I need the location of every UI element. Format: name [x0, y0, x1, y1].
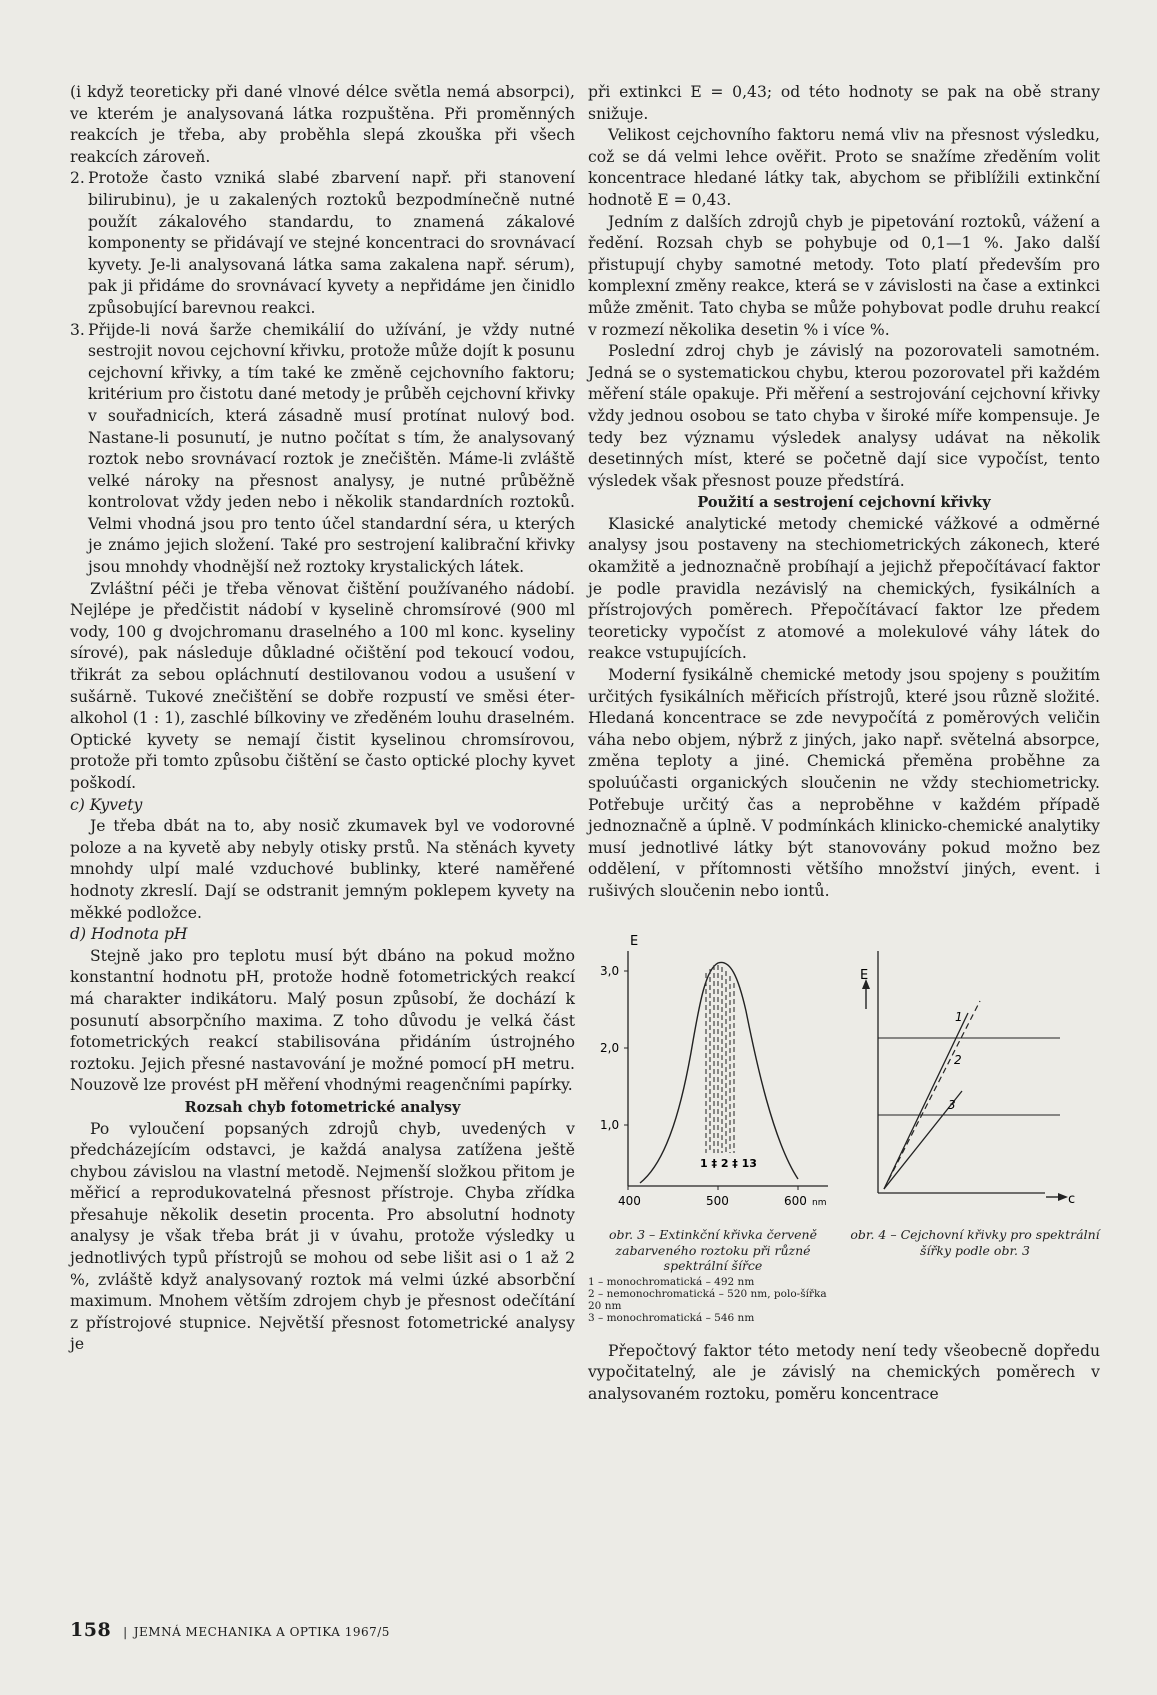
paragraph: Je třeba dbát na to, aby nosič zkumavek byl ve vodorovné poloze a na kyvetě aby nebyly otisky prstů. Na stěnách kyvety mnohdy ulpí malé vzduchové bublinky, které naměřené hodnoty zkreslí. Dají se odstranit jemným poklepem kyvety na měkké podložce. [70, 817, 575, 922]
calibration-line-2 [884, 1001, 980, 1189]
list-text: Přijde-li nová šarže chemikálií do užívání, je vždy nutné sestrojit novou cejchovní křivku, protože může dojít k posunu cejchovní křivky, a tím také ke změně cejchovního faktoru; kritérium pro čistotu dané metody je průběh cejchovní křivky v souřadnicích, která zásadně musí protínat nulový bod. Nastane-li posunutí, je nutno počítat s tím, že analysovaný roztok nebo srovnávací roztok je znečištěn. Máme-li zvláště velké nároky na přesnost analysy, je nutné průběžně kontrolovat vždy jeden nebo i několik standardních roztoků. Velmi vhodná jsou pro tento účel standardní séra, u kterých je známo jejich složení. Také pro sestrojení kalibrační křivky jsou mnohdy vhodnější než roztoky krystalických látek. [88, 320, 575, 577]
list-text: Protože často vzniká slabé zbarvení např. při stanovení bilirubinu), je u zakalených roztoků bezpodmínečně nutné použít zákalového standardu, to znamená zákalové komponenty se přidávají ve stejné koncentraci do srovnávací kyvety. Je-li analysovaná látka sama zakalena např. sérum), pak ji přidáme do srovnávací kyvety a nepřidáme jen činidlo způsobující barevnou reakci. [88, 169, 575, 317]
footer-divider: | [123, 1625, 128, 1639]
section-heading: Použití a sestrojení cejchovní křivky [697, 494, 991, 512]
paragraph: Poslední zdroj chyb je závislý na pozorovateli samotném. Jedná se o systematickou chybu, kterou pozorovatel při každém měření stále opakuje. Při měření a sestrojování cejchovní křivky vždy jednou osobou se tato chyba v široké míře kompensuje. Je tedy bez významu výsledek analysy udávat na několik desetinných míst, které se početně dají sice vypočíst, tento výsledek však přesnost pouze předstírá. [588, 342, 1100, 490]
paragraph: Po vyloučení popsaných zdrojů chyb, uvedených v předcházejícím odstavci, je každá analysa zatížena ještě chybou závislou na vlastní metodě. Nejmenší složkou přitom je měřicí a reprodukovatelná přesnost přístroje. Chyba zřídka přesahuje několik desetin procenta. Pro absolutní hodnoty analysy je však třeba brát ji v úvahu, protože výsledky u jednotlivých typů přístrojů se mohou od sebe lišit asi o 1 až 2 %, zvláště když analysovaný roztok má velmi úzké absorbční maximum. Mnohem větším zdrojem chyb je přesnost odečítání z přístrojové stupnice. Největší přesnost fotometrické analysy je [70, 1119, 575, 1354]
journal-name: JEMNÁ MECHANIKA A OPTIKA 1967/5 [133, 1625, 390, 1639]
figure-4 [850, 921, 1100, 1259]
x-axis-label: c [1068, 1191, 1076, 1207]
y-axis-label: E [860, 967, 869, 983]
list-item-2 [70, 168, 575, 319]
paragraph: Stejně jako pro teplotu musí být dbáno na pokud možno konstantní hodnotu pH, protože hodně fotometrických reakcí má charakter indikátoru. Malý posun způsobí, že dochází k posunutí absorpčního maxima. Z toho důvodu je velká část fotometrických reakcí stabilisována přidáním ústrojného roztoku. Jejich přesné nastavování je možné pomocí pH metru. Nouzově lze provést pH měření vhodnými reagenčními papírky. [70, 946, 575, 1095]
line-label-1: 1 [955, 1009, 963, 1024]
y-tick-label: 3,0 [600, 963, 620, 978]
wavelength-hatching [706, 965, 734, 1153]
line-labels: 1 ‡ 2 ‡ 13 [700, 1156, 757, 1170]
line-label-3: 3 [948, 1097, 956, 1112]
left-column [70, 82, 575, 1356]
paragraph: Zvláštní péči je třeba věnovat čištění používaného nádobí. Nejlépe je předčistit nádobí v kyselině chromsírové (900 ml vody, 100 g dvojchromanu draselného a 100 ml konc. kyseliny sírové), pak následuje důkladné očištění pod tekoucí vodou, třikrát za sebou opláchnutí destilovanou vodou a usušení v sušárně. Tukové znečištění se dobře rozpustí ve směsi éter-alkohol (1 : 1), zaschlé bílkoviny ve zředěném louhu draselném. Optické kyvety se nemají čistit kyselinou chromsírovou, protože při tomto způsobu čištění se často optické plochy kyvet poškodí. [70, 579, 575, 792]
y-axis-label: E [630, 933, 639, 949]
subheading-ph: d) Hodnota pH [70, 925, 188, 944]
paragraph: Jedním z dalších zdrojů chyb je pipetování roztoků, vážení a ředění. Rozsah chyb se pohybuje od 0,1—1 %. Jako další přistupují chyby samotné metody. Toto platí především pro komplexní změny reakce, která se v závislosti na čase a extinkci může změnit. Tato chyba se může pohybovat podle druhu reakcí v rozmezí několika desetin % i více %. [588, 212, 1100, 339]
note: 3 – monochromatická – 546 nm [588, 1311, 755, 1324]
figure-3-caption: obr. 3 – Extinkční křivka červeně zabarveného roztoku při různé spektrální šířce [609, 1227, 817, 1274]
y-tick-label: 2,0 [600, 1040, 620, 1055]
figures [588, 921, 1100, 1341]
paragraph: (i když teoreticky při dané vlnové délce světla nemá absorpci), ve kterém je analysovaná látka rozpuštěna. Při proměnných reakcích je třeba, aby proběhla slepá zkouška při všech reakcích zároveň. [70, 83, 575, 166]
extinction-curve [640, 962, 798, 1183]
y-tick-label: 1,0 [600, 1117, 620, 1132]
page-number: 158 [70, 1619, 112, 1641]
x-tick-label: 500 [706, 1193, 729, 1208]
note: 1 – monochromatická – 492 nm [588, 1275, 755, 1288]
paragraph: Moderní fysikálně chemické metody jsou spojeny s použitím určitých fysikálních měřicích přístrojů, které jsou různě složité. Hledaná koncentrace se zde nevypočítá z poměrových veličin váha nebo objem, nýbrž z jiných, jako např. světelná absorpce, změna teploty a jiné. Chemická přeměna proběhne za spoluúčasti organických sloučenin ne vždy stechiometricky. Potřebuje určitý čas a neproběhne v každém případě jednoznačně a úplně. V podmínkách klinicko-chemické analytiky musí jednotlivé látky být stanovovány pokud možno bez oddělení, v přítomnosti většího množství jiných, event. i rušivých sloučenin nebo iontů. [588, 666, 1100, 900]
calibration-curves-plot [850, 921, 1100, 1221]
list-item-3 [70, 320, 575, 579]
figure-3 [588, 921, 838, 1324]
line-label-2: 2 [954, 1052, 962, 1067]
figure-4-caption: obr. 4 – Cejchovní křivky pro spektrální šířky podle obr. 3 [850, 1227, 1100, 1258]
x-tick-label: 600 [784, 1193, 807, 1208]
paragraph: Klasické analytické metody chemické vážkové a odměrné analysy jsou postaveny na stechiometrických zákonech, které okamžitě a jednoznačně probíhají a jejichž přepočítávací faktor je podle pravidla nezávislý na chemických, fysikálních a přístrojových poměrech. Přepočítávací faktor lze předem teoreticky vypočíst z atomové a molekulové váhy látek do reakce vstupujících. [588, 514, 1100, 663]
page-footer [70, 1619, 390, 1641]
extinction-curve-plot [588, 921, 838, 1221]
note: 2 – nemonochromatická – 520 nm, polo-šířka 20 nm [588, 1287, 827, 1312]
paragraph: Přepočtový faktor této metody není tedy všeobecně dopředu vypočitatelný, ale je závislý na chemických poměrech v analysovaném roztoku, poměru koncentrace [588, 1341, 1100, 1403]
paragraph: při extinkci E = 0,43; od této hodnoty se pak na obě strany snižuje. [588, 83, 1100, 123]
paragraph: Velikost cejchovního faktoru nemá vliv na přesnost výsledku, což se dá velmi lehce ověřit. Proto se snažíme zředěním volit koncentrace hledané látky tak, abychom se přiblížili extinkční hodnotě E = 0,43. [588, 126, 1100, 209]
x-unit: nm [812, 1197, 827, 1208]
section-heading: Rozsah chyb fotometrické analysy [184, 1098, 461, 1116]
list-number: 2. [70, 169, 85, 188]
right-column [588, 82, 1100, 1405]
figure-3-notes [588, 1276, 838, 1324]
x-tick-label: 400 [618, 1193, 641, 1208]
subheading-kyvety: c) Kyvety [70, 795, 143, 814]
list-number: 3. [70, 320, 85, 339]
